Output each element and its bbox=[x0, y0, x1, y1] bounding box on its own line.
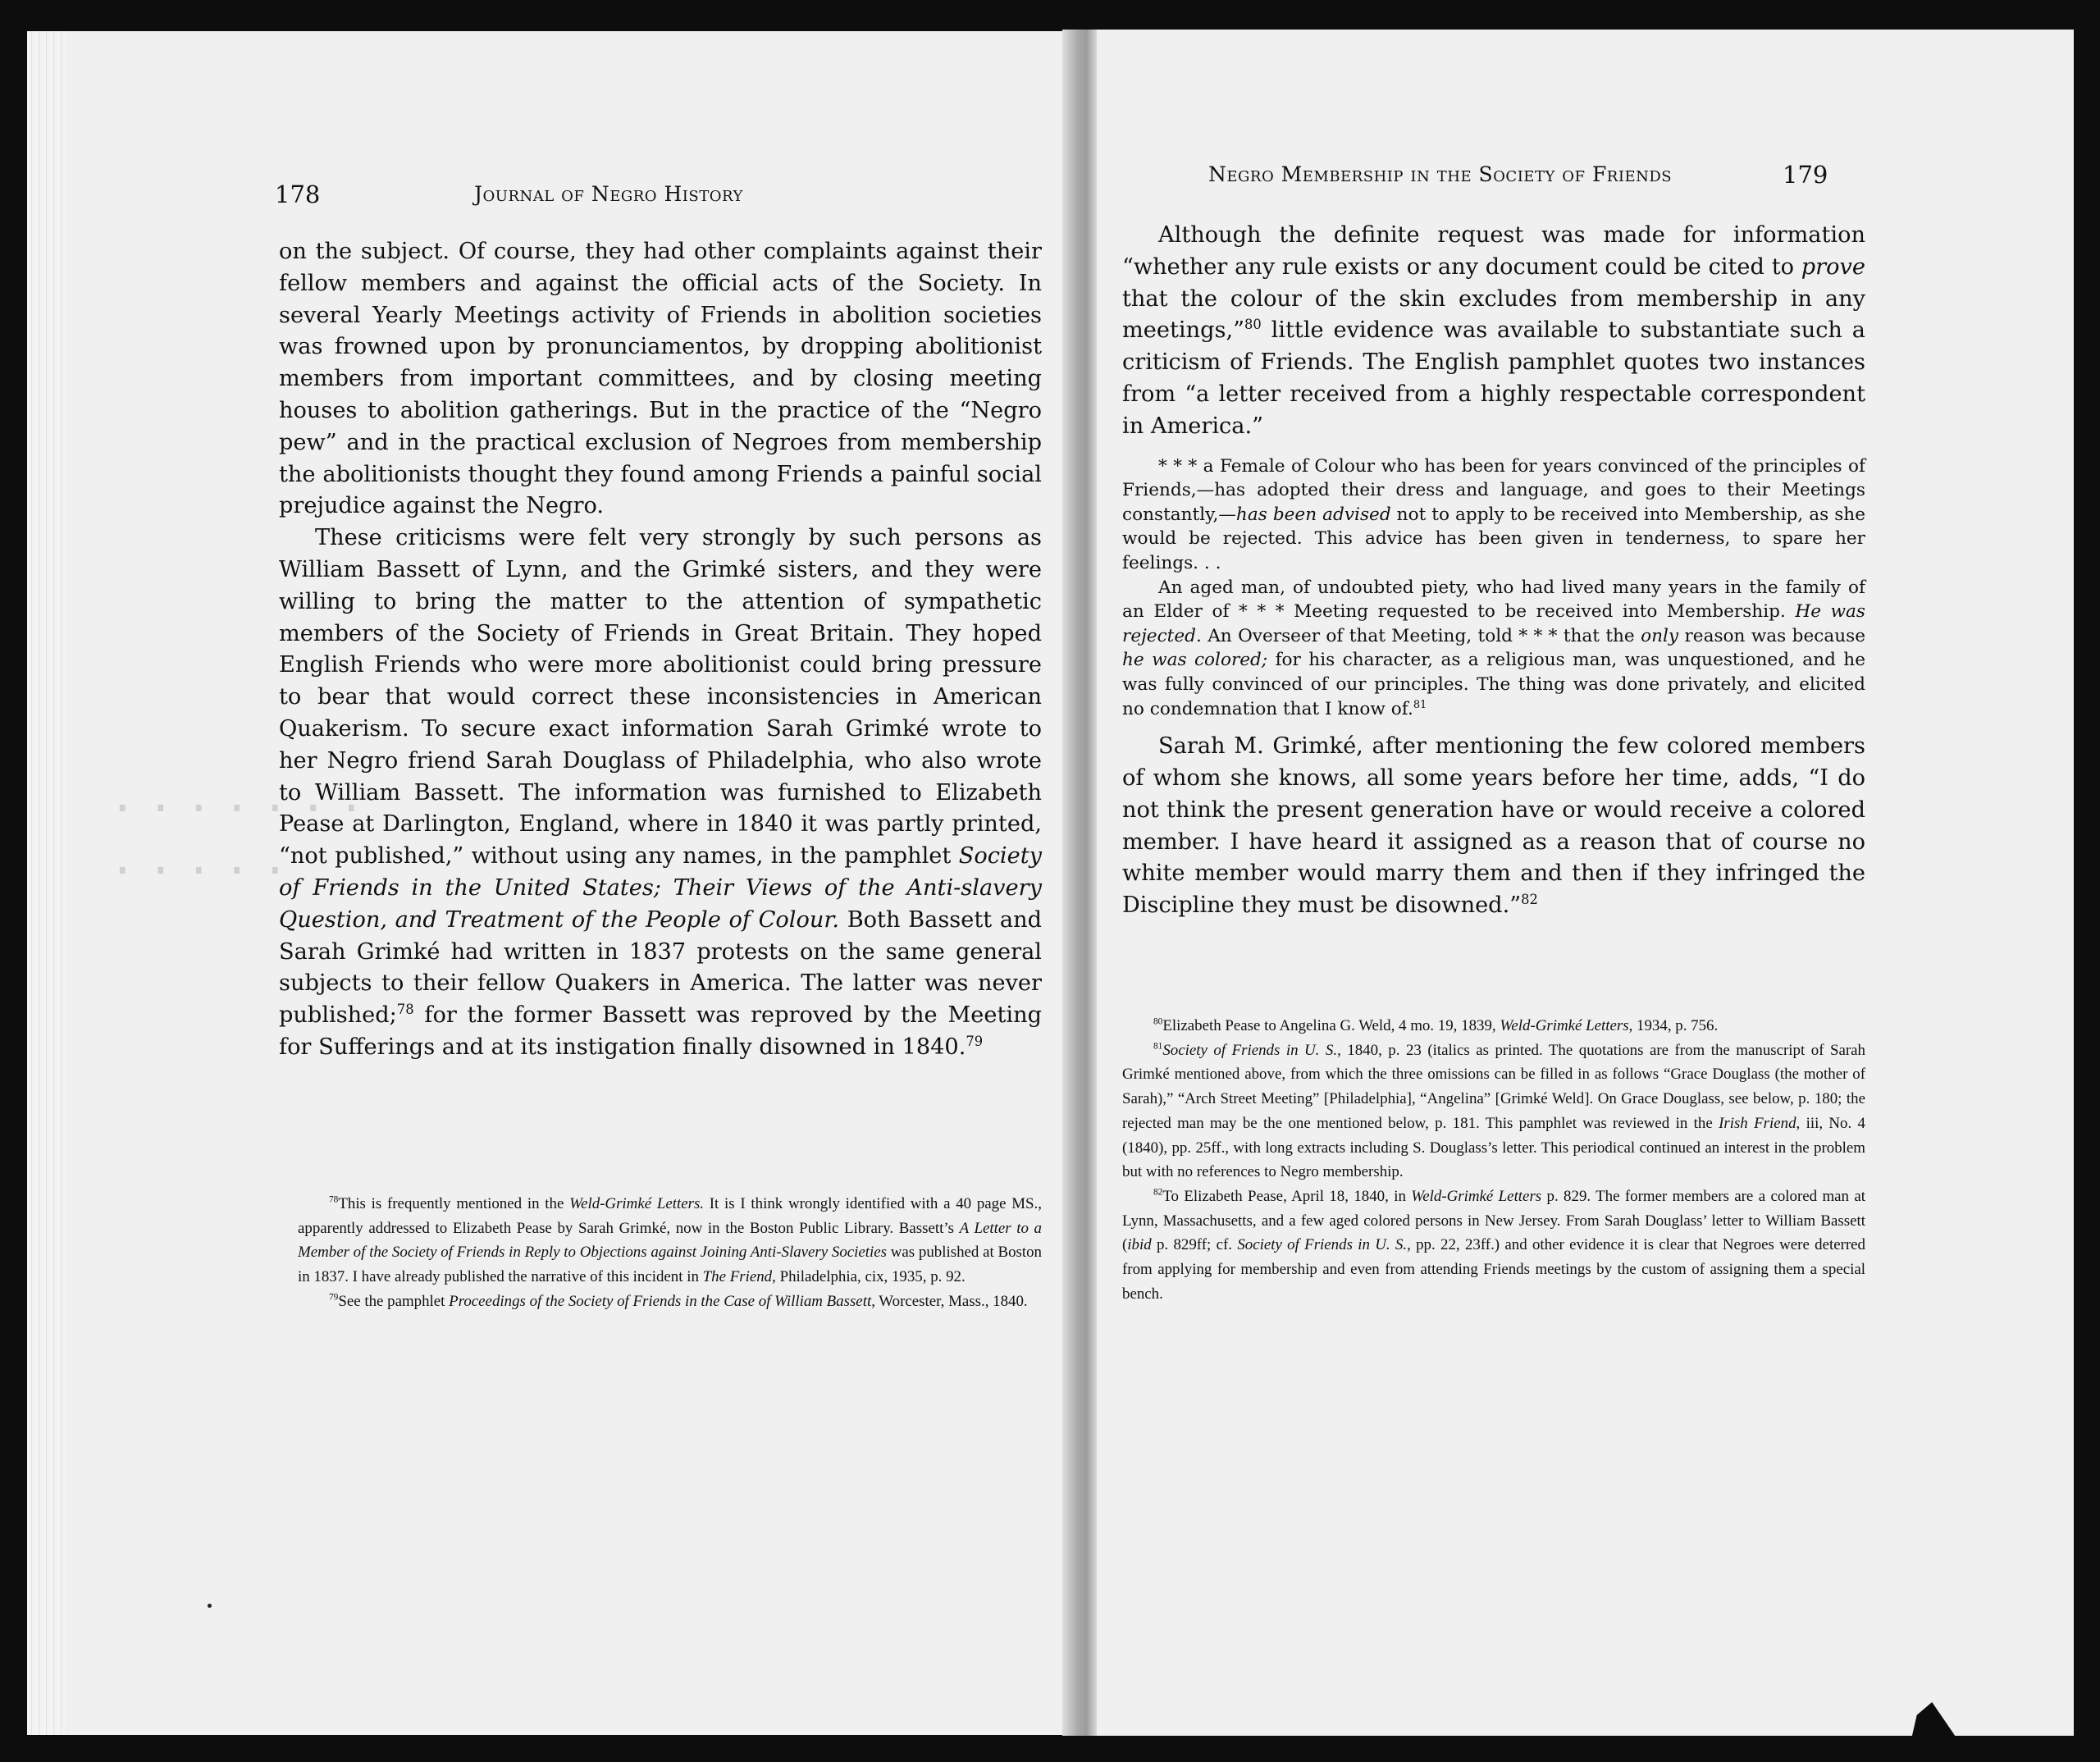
left-page bbox=[27, 31, 1062, 1735]
body-text bbox=[1122, 220, 1865, 922]
book-gutter bbox=[1062, 30, 1097, 1736]
quote-paragraph: * * * a Female of Colour who has been for years convinced of the principles of Friends,—has adopted their dress and language, and goes to their Meetings constantly,—has been advised not to apply to be received into Membership, as she would be rejected. This advice has been given in tenderness, to spare her feelings. . . bbox=[1122, 455, 1865, 573]
footnote-82: $^{82}$To Elizabeth Pease, April 18, 1840, in Weld-Grimké Letters p. 829. The former members are a colored man at Lynn, Massachusetts, and a few aged colored persons in New Jersey. From Sarah Douglass’ letter to William Bassett (ibid p. 829ff; cf. Society of Friends in U. S., pp. 22, 23ff.) and other evidence it is clear that Negroes were deterred from applying for membership and even from attending Friends meetings by the custom of assigning them a special bench. bbox=[1122, 1187, 1866, 1303]
page-edges bbox=[27, 31, 65, 1735]
footnote-81: $^{81}$Society of Friends in U. S., 1840, p. 23 (italics as printed. The quotations are from the manuscript of Sarah Grimké mentioned above, from which the three omissions can be filled in as follows “Grace Douglass (the mother of Sarah),” “Arch Street Meeting” [Philadelphia], “Angelina” [Grimké Weld]. On Grace Douglass, see below, p. 180; the rejected man may be the one mentioned below, p. 181. This pamphlet was reviewed in the Irish Friend, iii, No. 4 (1840), pp. 25ff., with long extracts including S. Douglass’s letter. This periodical continued an interest in the problem but with no references to Negro membership. bbox=[1122, 1041, 1865, 1181]
footnote-ref: 78 bbox=[396, 1002, 414, 1018]
footnote-ref: 82 bbox=[1521, 892, 1538, 908]
footnotes bbox=[298, 1192, 1042, 1314]
quote-paragraph: An aged man, of undoubted piety, who had lived many years in the family of an Elder of * * * Meeting requested to be received into Membership. He was rejected. An Overseer of that Meeting, told * * * that the only reason was because he was colored; for his character, as a religious man, was unquestioned, and he was fully convinced of our principles. The thing was done privately, and elicited no condemnation that I know of.$^{81}$ bbox=[1122, 577, 1865, 719]
speck bbox=[208, 1604, 212, 1608]
page-number: 178 bbox=[275, 180, 321, 208]
paragraph: Sarah M. Grimké, after mentioning the few colored members of whom she knows, all some years before her time, adds, “I do not think the present generation have or would receive a colored member. I have heard it assigned as a reason that of course no white member would marry them and then if they infringed the Discipline they must be disowned.”$^{82}$ bbox=[1122, 733, 1865, 919]
paragraph: These criticisms were felt very strongly by such persons as William Bassett of Lynn, and the Grimké sisters, and they were willing to bring the matter to the attention of sympathetic members of the Society of Friends in Great Britain. They hoped English Friends who were more abolitionist could bring pressure to bear that would correct these inconsistencies in American Quakerism. To secure exact information Sarah Grimké wrote to her Negro friend Sarah Douglass of Philadelphia, who also wrote to William Bassett. The information was furnished to Elizabeth Pease at Darlington, England, where in 1840 it was partly printed, “not published,” without using any names, in the pamphlet Society of Friends in the United States; Their Views of the Anti-slavery Question, and Treatment of the People of Colour. Both Bassett and Sarah Grimké had written in 1837 protests on the same general subjects to their fellow Quakers in America. The latter was never published;$^{78}$ for the former Bassett was reproved by the Meeting for Sufferings and at its instigation finally disowned in 1840.79 bbox=[279, 525, 1042, 1060]
running-head: Negro Membership in the Society of Friends bbox=[1208, 162, 1673, 186]
footnote-78: $^{78}$This is frequently mentioned in the Weld-Grimké Letters. It is I think wrongly identified with a 40 page MS., apparently addressed to Elizabeth Pease by Sarah Grimké, now in the Boston Public Library. Bassett’s A Letter to a Member of the Society of Friends in Reply to Objections against Joining Anti-Slavery Societies was published at Boston in 1837. I have already published the narrative of this incident in The Friend, Philadelphia, cix, 1935, p. 92. bbox=[298, 1194, 1042, 1286]
pamphlet-title: Society of Friends in the United States; Their Views of the Anti-slavery Question, and Treatment of the People of Colour. bbox=[279, 843, 1042, 933]
footnote-ref: 79 bbox=[966, 1033, 984, 1049]
body-text bbox=[279, 236, 1042, 1064]
block-quote bbox=[1122, 454, 1865, 722]
show-through-stamp: ······· ····· bbox=[109, 783, 377, 897]
footnote-80: $^{80}$Elizabeth Pease to Angelina G. Weld, 4 mo. 19, 1839, Weld-Grimké Letters, 1934, p. 756. bbox=[1153, 1016, 1719, 1034]
footnote-79: $^{79}$See the pamphlet Proceedings of the Society of Friends in the Case of William Bassett, Worcester, Mass., 1840. bbox=[329, 1292, 1028, 1310]
paragraph: on the subject. Of course, they had other complaints against their fellow members and against the official acts of the Society. In several Yearly Meetings activity of Friends in abolition societies was frowned upon by pronunciamentos, by dropping abolitionist members from important committees, and by closing meeting houses to abolition gatherings. But in the practice of the “Negro pew” and in the practical exclusion of Negroes from membership the abolitionists thought they found among Friends a painful social prejudice against the Negro. bbox=[279, 239, 1042, 519]
paragraph: Although the definite request was made for information “whether any rule exists or any document could be cited to prove that the colour of the skin excludes from membership in any meetings,”$^{80}$ little evidence was available to substantiate such a criticism of Friends. The English pamphlet quotes two instances from “a letter received from a highly respectable correspondent in America.” bbox=[1122, 222, 1865, 439]
footnote-ref: 81 bbox=[1413, 698, 1427, 711]
footnotes bbox=[1122, 1014, 1865, 1306]
running-head: Journal of Negro History bbox=[474, 182, 743, 206]
page-number: 179 bbox=[1783, 161, 1828, 189]
footnote-ref: 80 bbox=[1244, 317, 1262, 333]
right-page bbox=[1062, 30, 2074, 1736]
